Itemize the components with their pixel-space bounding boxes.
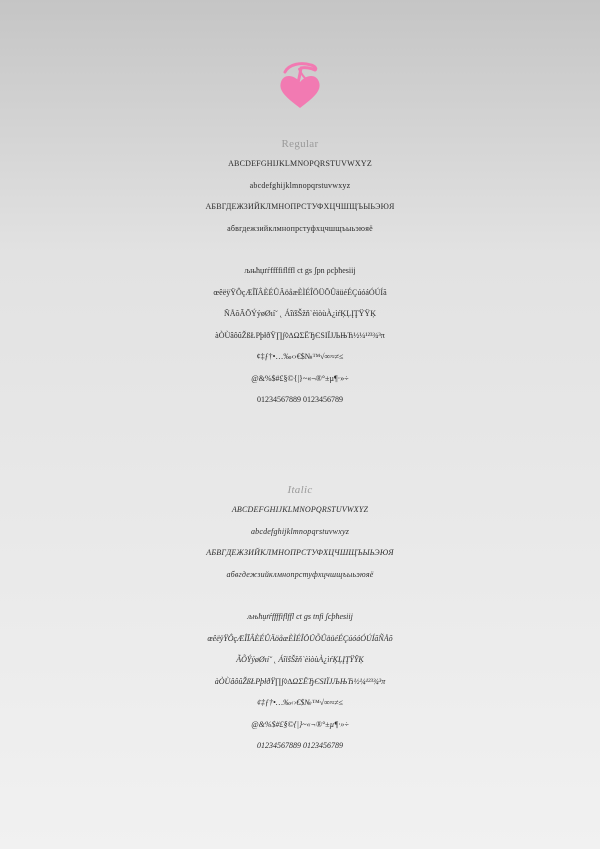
italic-glyphs-4: àÒÙâôûŽßŁPþłðŸ∏∫◊∆ΩΣËЂЄЅІЇЈЉЊЋ½¼¹²³¾³π: [214, 676, 386, 686]
italic-upper-cyrillic: АБВГДЕЖЗИЙКЛМНОПРСТУФХЦЧШЩЪЫЬЭЮЯ: [206, 548, 394, 557]
regular-lower-latin: abcdefghijklmnopqrstuvwxyz: [249, 180, 351, 190]
italic-glyphs-1: љњћџґѓffffiflffl ct gs tnfi ʃcþħesiij: [247, 612, 353, 621]
italic-label: Italic: [287, 484, 313, 496]
regular-glyphs-5: ¢‡ƒ†•…‰‹›€$№™√∞≈≠≤: [256, 352, 344, 361]
regular-glyphs-6: @&%$#£§©{|}~«¬®°±µ¶·»÷: [251, 373, 349, 383]
italic-glyphs-2: œêëÿŸÔçÆÎÏÂÈÉÛÄöåæÈÌÉÎÖÜÕÛäüéÉÇúóáÓÚÍãÑÅõ: [207, 633, 393, 643]
italic-upper-latin: ABCDEFGHIJKLMNOPQRSTUVWXYZ: [231, 505, 369, 514]
regular-upper-latin: ABCDEFGHIJKLMNOPQRSTUVWXYZ: [228, 159, 372, 168]
italic-lower-latin: abcdefghijklmnopqrstuvwxyz: [250, 526, 350, 536]
regular-glyphs-3: ÑÅõÃÕÝýøØıí˘ ˛ ÁîïšŠžň`èìòùÀ¿ìŕĶĻĮŢŸŸĶ: [224, 309, 376, 318]
regular-upper-cyrillic: АБВГДЕЖЗИЙКЛМНОПРСТУФХЦЧШЩЪЫЬЭЮЯ: [205, 202, 395, 211]
italic-specimen: [0, 484, 600, 757]
italic-glyphs-6: @&%$#£§©{|}~«¬®°±µ¶·»÷: [251, 719, 349, 729]
regular-label: Regular: [281, 138, 319, 150]
regular-glyphs-1: љњћџґѓffffiflffl ct gs ʃpn ρcþħesiij: [244, 266, 356, 275]
regular-lower-cyrillic: абвгдежзийклмнопрстуфхцчшщъыьэюяё: [227, 223, 373, 233]
regular-numerals: 01234567889 0123456789: [257, 395, 343, 404]
regular-specimen: [0, 138, 600, 411]
regular-glyphs-4: àÒÙâôûŽßŁPþłðŸ∏∫◊∆ΩΣËЂЄЅІЇЈЉЊЋ½¼¹²³¾³π: [215, 330, 385, 340]
italic-glyphs-3: ÃÕÝýøØıí˘ ˛ ÁîïšŠžň`èìòùÀ¿ìŕĶĻĮŢŸŸĶ: [236, 655, 364, 664]
regular-glyphs-2: œêëÿŸÔçÆÎÏÂÈÉÛÄöåæÈÌÉÎÖÜÕÛäüéÉÇúóáÓÚÍã: [213, 287, 387, 297]
italic-numerals: 01234567889 0123456789: [257, 741, 343, 750]
heart-monogram-icon: [275, 58, 325, 110]
italic-lower-cyrillic: абвгдежзийклмнопрстуфхцчшщъыьэюяё: [226, 569, 374, 579]
italic-glyphs-5: ¢‡ƒ†•…‰‹›€$№™√∞≈≠≤: [257, 698, 343, 707]
